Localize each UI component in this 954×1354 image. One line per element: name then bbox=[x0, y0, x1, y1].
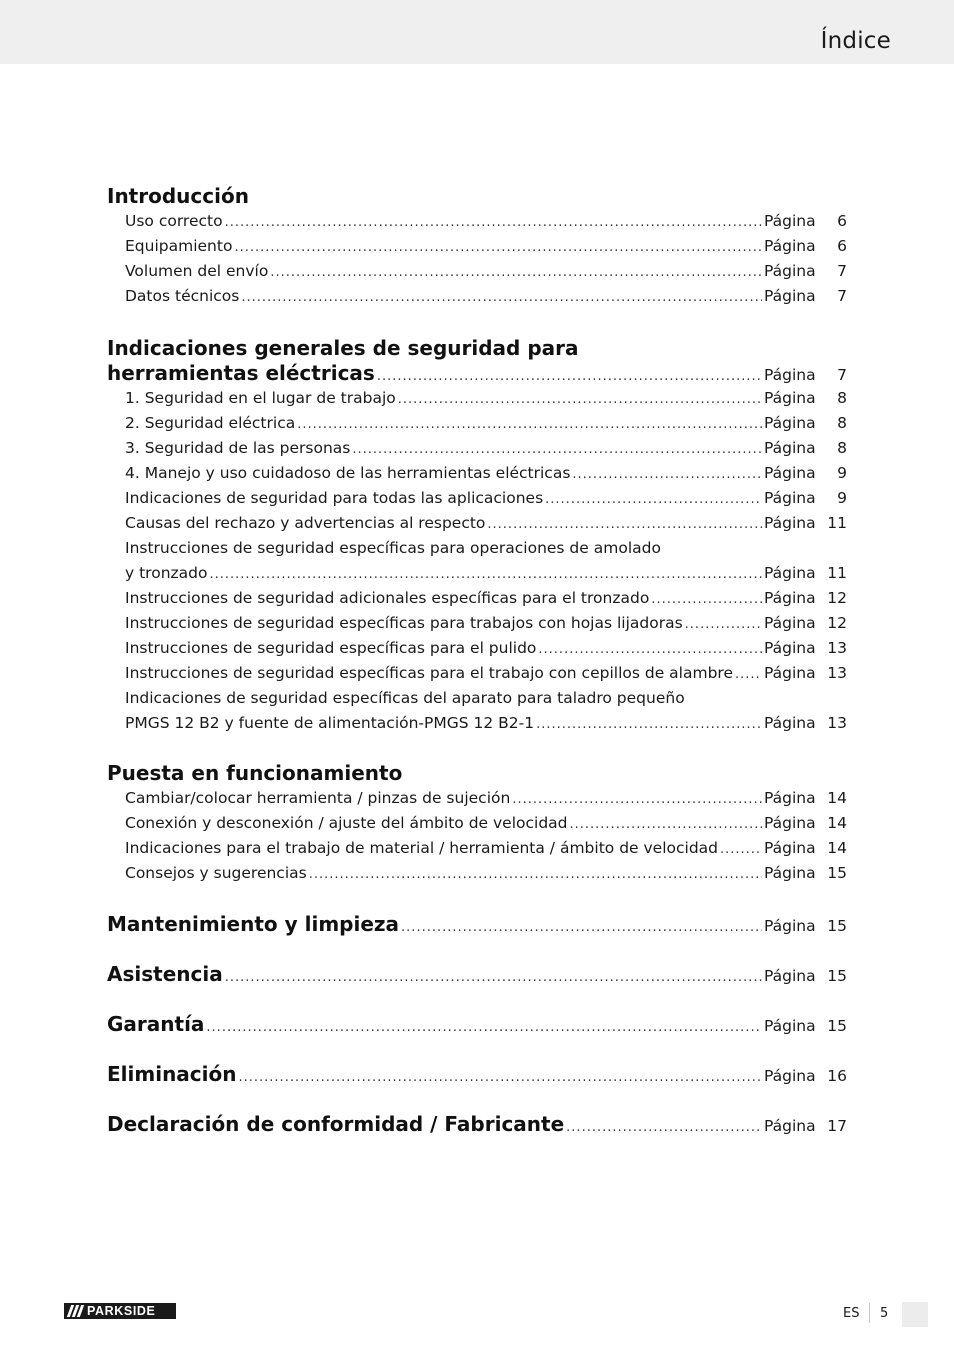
toc-entry[interactable]: Datos técnicos ..... Página 7 bbox=[107, 284, 847, 309]
leader-dots bbox=[398, 387, 762, 412]
toc-entry[interactable]: 1. Seguridad en el lugar de trabajo ..... Página 8 bbox=[107, 386, 847, 411]
leader-dots bbox=[720, 837, 762, 862]
brand-name: PARKSIDE bbox=[87, 1304, 156, 1318]
leader-dots bbox=[570, 812, 763, 837]
brand-stripes-icon bbox=[64, 1303, 84, 1319]
leader-dots bbox=[309, 862, 762, 887]
toc-entry[interactable]: Instrucciones de seguridad específicas para trabajos con hojas lijadoras ..... Página 12 bbox=[107, 611, 847, 636]
toc-entry[interactable]: y tronzado ..... Página 11 bbox=[107, 561, 847, 586]
leader-dots bbox=[225, 965, 762, 990]
leader-dots bbox=[206, 1015, 762, 1040]
parkside-logo bbox=[64, 1303, 176, 1319]
leader-dots bbox=[512, 787, 762, 812]
toc-section-startup bbox=[107, 761, 847, 886]
leader-dots bbox=[545, 487, 762, 512]
leader-dots bbox=[241, 285, 762, 310]
leader-dots bbox=[239, 1065, 763, 1090]
leader-dots bbox=[352, 437, 762, 462]
leader-dots bbox=[297, 412, 762, 437]
leader-dots bbox=[234, 235, 762, 260]
toc-section-service[interactable]: Asistencia ..... Página 15 bbox=[107, 962, 847, 987]
page-number: 5 bbox=[880, 1306, 889, 1321]
toc-section-safety bbox=[107, 336, 847, 736]
toc-entry[interactable]: Causas del rechazo y advertencias al respecto ..... Página 11 bbox=[107, 511, 847, 536]
section-title: Indicaciones generales de seguridad para bbox=[107, 336, 579, 360]
leader-dots bbox=[377, 364, 762, 389]
toc-entry[interactable]: Conexión y desconexión / ajuste del ámbito de velocidad ..... Página 14 bbox=[107, 811, 847, 836]
leader-dots bbox=[735, 662, 762, 687]
toc-entry[interactable]: Equipamiento ..... Página 6 bbox=[107, 234, 847, 259]
toc-entry[interactable]: Uso correcto ..... Página 6 bbox=[107, 209, 847, 234]
leader-dots bbox=[572, 462, 762, 487]
toc-entry-line1: Indicaciones de seguridad específicas del aparato para taladro pequeño bbox=[125, 689, 685, 707]
leader-dots bbox=[401, 915, 762, 940]
toc-section-intro bbox=[107, 184, 847, 309]
footer-divider bbox=[869, 1303, 870, 1323]
section-title: Introducción bbox=[107, 184, 249, 208]
header-bar bbox=[0, 0, 954, 64]
leader-dots bbox=[685, 612, 762, 637]
toc-entry[interactable]: Instrucciones de seguridad específicas para el trabajo con cepillos de alambre ..... Página 13 bbox=[107, 661, 847, 686]
page-title: Índice bbox=[820, 28, 891, 54]
toc-entry-heading[interactable]: herramientas eléctricas ..... Página 7 bbox=[107, 361, 847, 386]
toc-entry[interactable]: Consejos y sugerencias ..... Página 15 bbox=[107, 861, 847, 886]
toc-section-disposal[interactable]: Eliminación ..... Página 16 bbox=[107, 1062, 847, 1087]
toc-section-maintenance[interactable]: Mantenimiento y limpieza ..... Página 15 bbox=[107, 912, 847, 937]
leader-dots bbox=[487, 512, 762, 537]
leader-dots bbox=[270, 260, 762, 285]
section-title: Garantía bbox=[107, 1012, 205, 1036]
toc-entry[interactable]: Cambiar/colocar herramienta / pinzas de sujeción ..... Página 14 bbox=[107, 786, 847, 811]
section-title: Puesta en funcionamiento bbox=[107, 761, 403, 785]
toc-entry-line1: Instrucciones de seguridad específicas para operaciones de amolado bbox=[125, 539, 661, 557]
toc-entry[interactable]: Volumen del envío ..... Página 7 bbox=[107, 259, 847, 284]
toc-section-declaration[interactable]: Declaración de conformidad / Fabricante ..... Página 17 bbox=[107, 1112, 847, 1137]
language-code: ES bbox=[843, 1306, 860, 1321]
section-title: Eliminación bbox=[107, 1062, 237, 1086]
toc-entry[interactable]: Indicaciones para el trabajo de material / herramienta / ámbito de velocidad ..... Página 14 bbox=[107, 836, 847, 861]
toc-entry[interactable]: 3. Seguridad de las personas ..... Página 8 bbox=[107, 436, 847, 461]
footer-tab bbox=[902, 1302, 928, 1327]
leader-dots bbox=[651, 587, 762, 612]
toc-entry[interactable]: 2. Seguridad eléctrica ..... Página 8 bbox=[107, 411, 847, 436]
toc-entry[interactable]: Instrucciones de seguridad adicionales específicas para el tronzado ..... Página 12 bbox=[107, 586, 847, 611]
leader-dots bbox=[209, 562, 762, 587]
section-title: Declaración de conformidad / Fabricante bbox=[107, 1112, 565, 1136]
leader-dots bbox=[536, 712, 762, 737]
section-title: Asistencia bbox=[107, 962, 223, 986]
toc-entry[interactable]: Instrucciones de seguridad específicas para el pulido ..... Página 13 bbox=[107, 636, 847, 661]
toc-section-warranty[interactable]: Garantía ..... Página 15 bbox=[107, 1012, 847, 1037]
leader-dots bbox=[225, 210, 762, 235]
section-title: Mantenimiento y limpieza bbox=[107, 912, 400, 936]
leader-dots bbox=[538, 637, 762, 662]
leader-dots bbox=[566, 1115, 762, 1140]
toc-entry[interactable]: 4. Manejo y uso cuidadoso de las herramientas eléctricas ..... Página 9 bbox=[107, 461, 847, 486]
toc-entry[interactable]: PMGS 12 B2 y fuente de alimentación-PMGS 12 B2-1 ..... Página 13 bbox=[107, 711, 847, 736]
toc-entry[interactable]: Indicaciones de seguridad para todas las aplicaciones ..... Página 9 bbox=[107, 486, 847, 511]
